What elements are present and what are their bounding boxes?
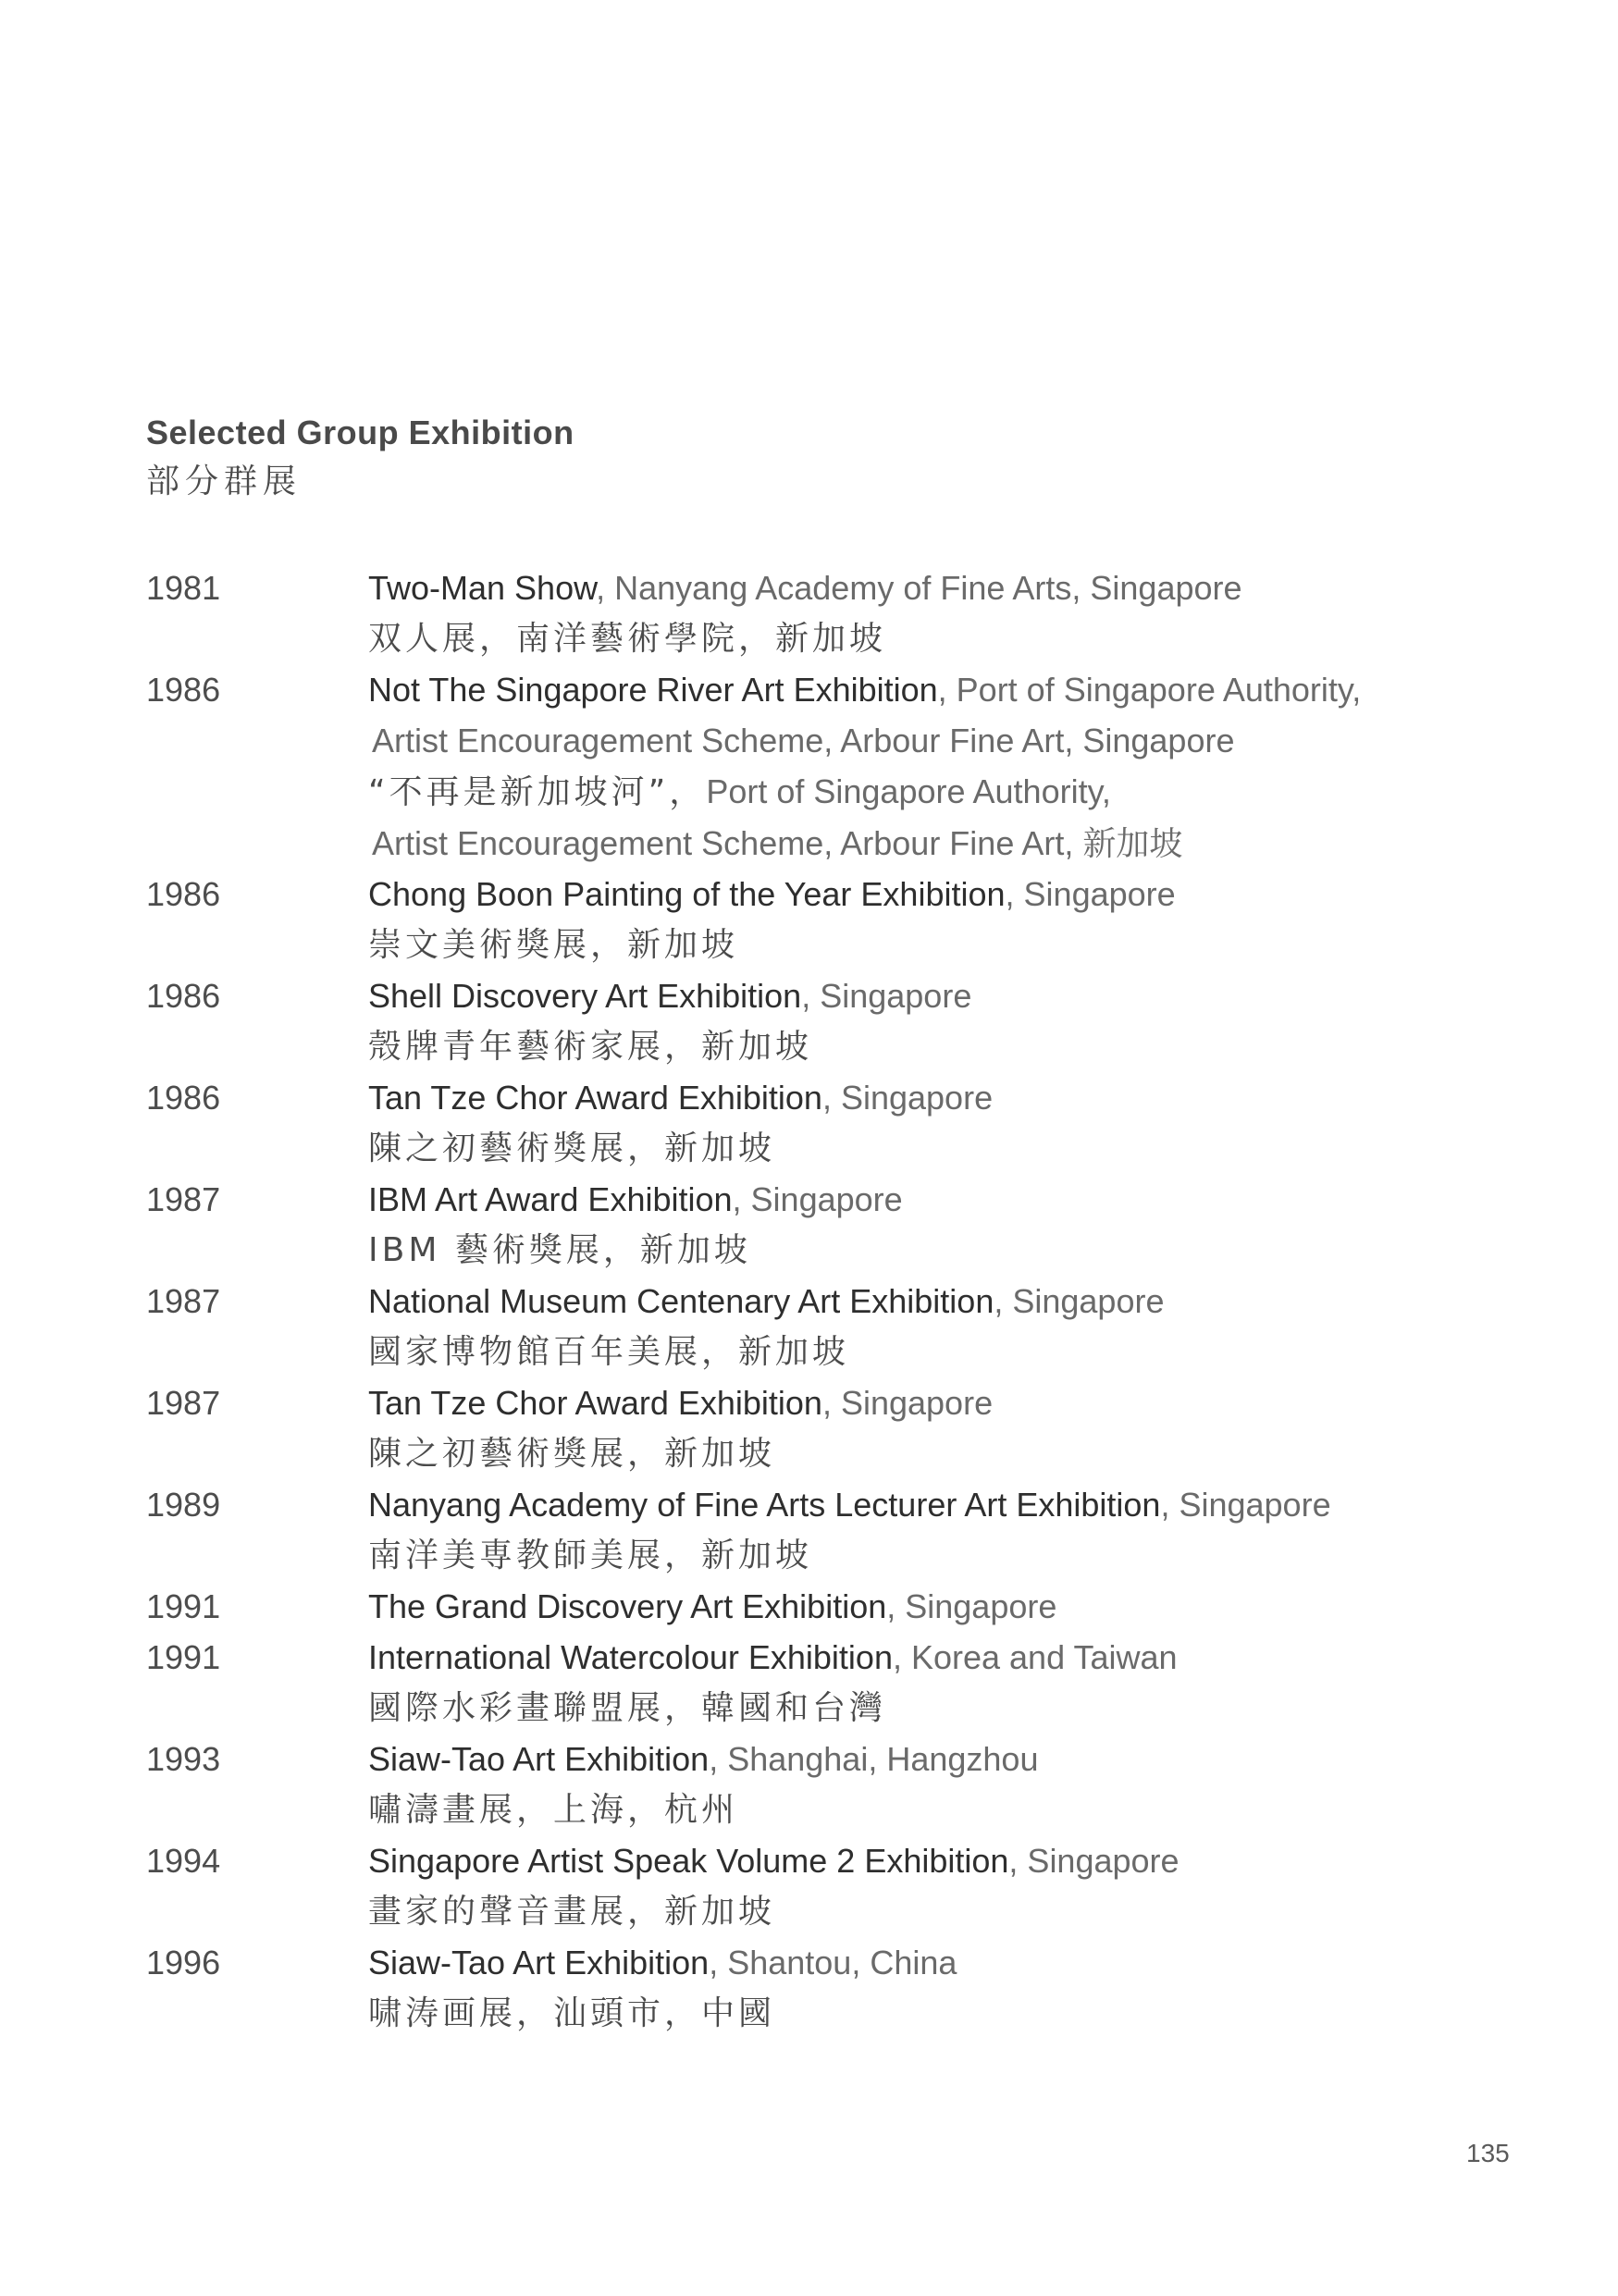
chinese-text: 陳之初藝術獎展，新加坡 <box>368 1129 776 1167</box>
exhibition-details <box>368 1937 1515 2039</box>
exhibition-entry <box>146 1276 1515 1377</box>
exhibition-chinese-line <box>368 1327 1515 1377</box>
exhibition-venue: , Shantou, China <box>709 1944 957 1981</box>
exhibition-title: Siaw-Tao Art Exhibition <box>368 1740 710 1778</box>
chinese-text: 陳之初藝術獎展，新加坡 <box>368 1435 776 1473</box>
exhibition-venue: , Singapore <box>1005 875 1176 913</box>
exhibition-title: Not The Singapore River Art Exhibition <box>368 671 938 709</box>
chinese-text: 嘯濤畫展，上海，杭州 <box>368 1791 739 1829</box>
exhibition-chinese-line <box>368 766 1515 818</box>
exhibition-english-line <box>368 1174 1515 1225</box>
exhibition-entry <box>146 1174 1515 1276</box>
exhibition-english-line <box>368 1276 1515 1327</box>
exhibition-details <box>368 1632 1515 1734</box>
exhibition-chinese-line <box>368 1123 1515 1174</box>
exhibition-english-line <box>368 1377 1515 1428</box>
exhibition-year: 1986 <box>146 1079 221 1117</box>
exhibition-year: 1987 <box>146 1384 221 1422</box>
exhibition-title: Nanyang Academy of Fine Arts Lecturer Art Exhibition <box>368 1486 1161 1524</box>
chinese-text: “不再是新加坡河”， <box>368 773 707 811</box>
chinese-text: 南洋美専教師美展，新加坡 <box>368 1537 813 1574</box>
exhibition-venue: , Singapore <box>801 977 972 1015</box>
section-title-english: Selected Group Exhibition <box>146 414 574 451</box>
exhibition-year: 1987 <box>146 1282 221 1320</box>
exhibition-venue: Artist Encouragement Scheme, Arbour Fine Art, 新加坡 <box>372 824 1183 862</box>
exhibition-year: 1991 <box>146 1638 221 1676</box>
exhibition-venue: , Singapore <box>994 1282 1165 1320</box>
exhibition-english-line <box>368 1734 1515 1784</box>
exhibition-year: 1986 <box>146 977 221 1015</box>
exhibition-entry <box>146 1835 1515 1937</box>
exhibition-chinese-line <box>368 1988 1515 2039</box>
section-title-chinese: 部分群展 <box>146 463 303 500</box>
exhibition-title: Tan Tze Chor Award Exhibition <box>368 1384 822 1422</box>
exhibition-english-line <box>368 818 1515 869</box>
exhibition-details <box>368 562 1515 664</box>
exhibition-title: Chong Boon Painting of the Year Exhibition <box>368 875 1006 913</box>
exhibition-year: 1986 <box>146 875 221 913</box>
chinese-text: 啸涛画展，汕頭市，中國 <box>368 1994 776 2032</box>
exhibition-entry <box>146 1479 1515 1581</box>
exhibition-title: Tan Tze Chor Award Exhibition <box>368 1079 822 1117</box>
exhibition-chinese-line <box>368 1886 1515 1937</box>
exhibition-title: Siaw-Tao Art Exhibition <box>368 1944 710 1981</box>
exhibition-title: IBM Art Award Exhibition <box>368 1180 733 1218</box>
exhibition-list <box>146 562 1515 2039</box>
chinese-text: 國際水彩畫聯盟展，韓國和台灣 <box>368 1689 887 1727</box>
exhibition-venue: , Korea and Taiwan <box>892 1638 1178 1676</box>
exhibition-english-line <box>368 664 1515 715</box>
exhibition-details <box>368 1072 1515 1174</box>
exhibition-title: National Museum Centenary Art Exhibition <box>368 1282 994 1320</box>
exhibition-year: 1981 <box>146 569 221 607</box>
exhibition-details <box>368 1174 1515 1276</box>
exhibition-venue: , Singapore <box>1008 1842 1180 1880</box>
exhibition-title: Shell Discovery Art Exhibition <box>368 977 802 1015</box>
exhibition-english-line <box>368 869 1515 920</box>
exhibition-title: The Grand Discovery Art Exhibition <box>368 1587 887 1625</box>
exhibition-english-line <box>368 1581 1515 1632</box>
exhibition-details <box>368 1276 1515 1377</box>
chinese-text: 双人展，南洋藝術學院，新加坡 <box>368 620 887 658</box>
exhibition-entry <box>146 970 1515 1072</box>
exhibition-year: 1986 <box>146 671 221 709</box>
exhibition-title: International Watercolour Exhibition <box>368 1638 893 1676</box>
chinese-text: 崇文美術獎展，新加坡 <box>368 926 739 964</box>
exhibition-details <box>368 869 1515 970</box>
exhibition-entry <box>146 869 1515 970</box>
page-number: 135 <box>1466 2139 1510 2167</box>
exhibition-year: 1996 <box>146 1944 221 1981</box>
exhibition-english-line <box>368 970 1515 1021</box>
exhibition-year: 1991 <box>146 1587 221 1625</box>
exhibition-venue: , Singapore <box>1160 1486 1331 1524</box>
exhibition-chinese-line <box>368 1784 1515 1835</box>
section-heading <box>146 411 574 509</box>
chinese-line-venue: Port of Singapore Authority, <box>706 772 1111 810</box>
exhibition-venue: Artist Encouragement Scheme, Arbour Fine Art, Singapore <box>372 722 1235 759</box>
exhibition-chinese-line <box>368 1225 1515 1276</box>
exhibition-venue: , Nanyang Academy of Fine Arts, Singapore <box>596 569 1242 607</box>
exhibition-entry <box>146 1581 1515 1632</box>
exhibition-year: 1993 <box>146 1740 221 1778</box>
exhibition-details <box>368 1835 1515 1937</box>
exhibition-chinese-line <box>368 920 1515 970</box>
exhibition-english-line <box>368 1072 1515 1123</box>
chinese-text: IBM 藝術獎展，新加坡 <box>368 1231 751 1269</box>
exhibition-year: 1989 <box>146 1486 221 1524</box>
chinese-text: 殼牌青年藝術家展，新加坡 <box>368 1028 813 1066</box>
exhibition-title: Two-Man Show <box>368 569 597 607</box>
exhibition-venue: , Singapore <box>886 1587 1057 1625</box>
exhibition-details <box>368 1479 1515 1581</box>
exhibition-entry <box>146 1072 1515 1174</box>
exhibition-details <box>368 664 1515 869</box>
exhibition-english-line <box>368 715 1515 766</box>
exhibition-english-line <box>368 1632 1515 1683</box>
exhibition-english-line <box>368 562 1515 613</box>
exhibition-details <box>368 970 1515 1072</box>
exhibition-chinese-line <box>368 1428 1515 1479</box>
exhibition-chinese-line <box>368 613 1515 664</box>
chinese-text: 畫家的聲音畫展，新加坡 <box>368 1893 776 1931</box>
exhibition-entry <box>146 1377 1515 1479</box>
exhibition-entry <box>146 1937 1515 2039</box>
exhibition-entry <box>146 664 1515 869</box>
exhibition-year: 1994 <box>146 1842 221 1880</box>
chinese-text: 國家博物館百年美展，新加坡 <box>368 1333 850 1371</box>
exhibition-entry <box>146 1734 1515 1835</box>
exhibition-venue: , Singapore <box>732 1180 903 1218</box>
exhibition-english-line <box>368 1479 1515 1530</box>
exhibition-entry <box>146 1632 1515 1734</box>
exhibition-chinese-line <box>368 1021 1515 1072</box>
exhibition-venue: , Singapore <box>821 1384 994 1422</box>
exhibition-details <box>368 1734 1515 1835</box>
exhibition-year: 1987 <box>146 1180 221 1218</box>
exhibition-english-line <box>368 1937 1515 1988</box>
exhibition-english-line <box>368 1835 1515 1886</box>
exhibition-venue: , Shanghai, Hangzhou <box>709 1740 1039 1778</box>
exhibition-details <box>368 1377 1515 1479</box>
exhibition-entry <box>146 562 1515 664</box>
exhibition-venue: , Singapore <box>821 1079 994 1117</box>
exhibition-title: Singapore Artist Speak Volume 2 Exhibition <box>368 1842 1009 1880</box>
exhibition-venue: , Port of Singapore Authority, <box>937 671 1362 709</box>
exhibition-chinese-line <box>368 1683 1515 1734</box>
exhibition-chinese-line <box>368 1530 1515 1581</box>
exhibition-details <box>368 1581 1515 1632</box>
